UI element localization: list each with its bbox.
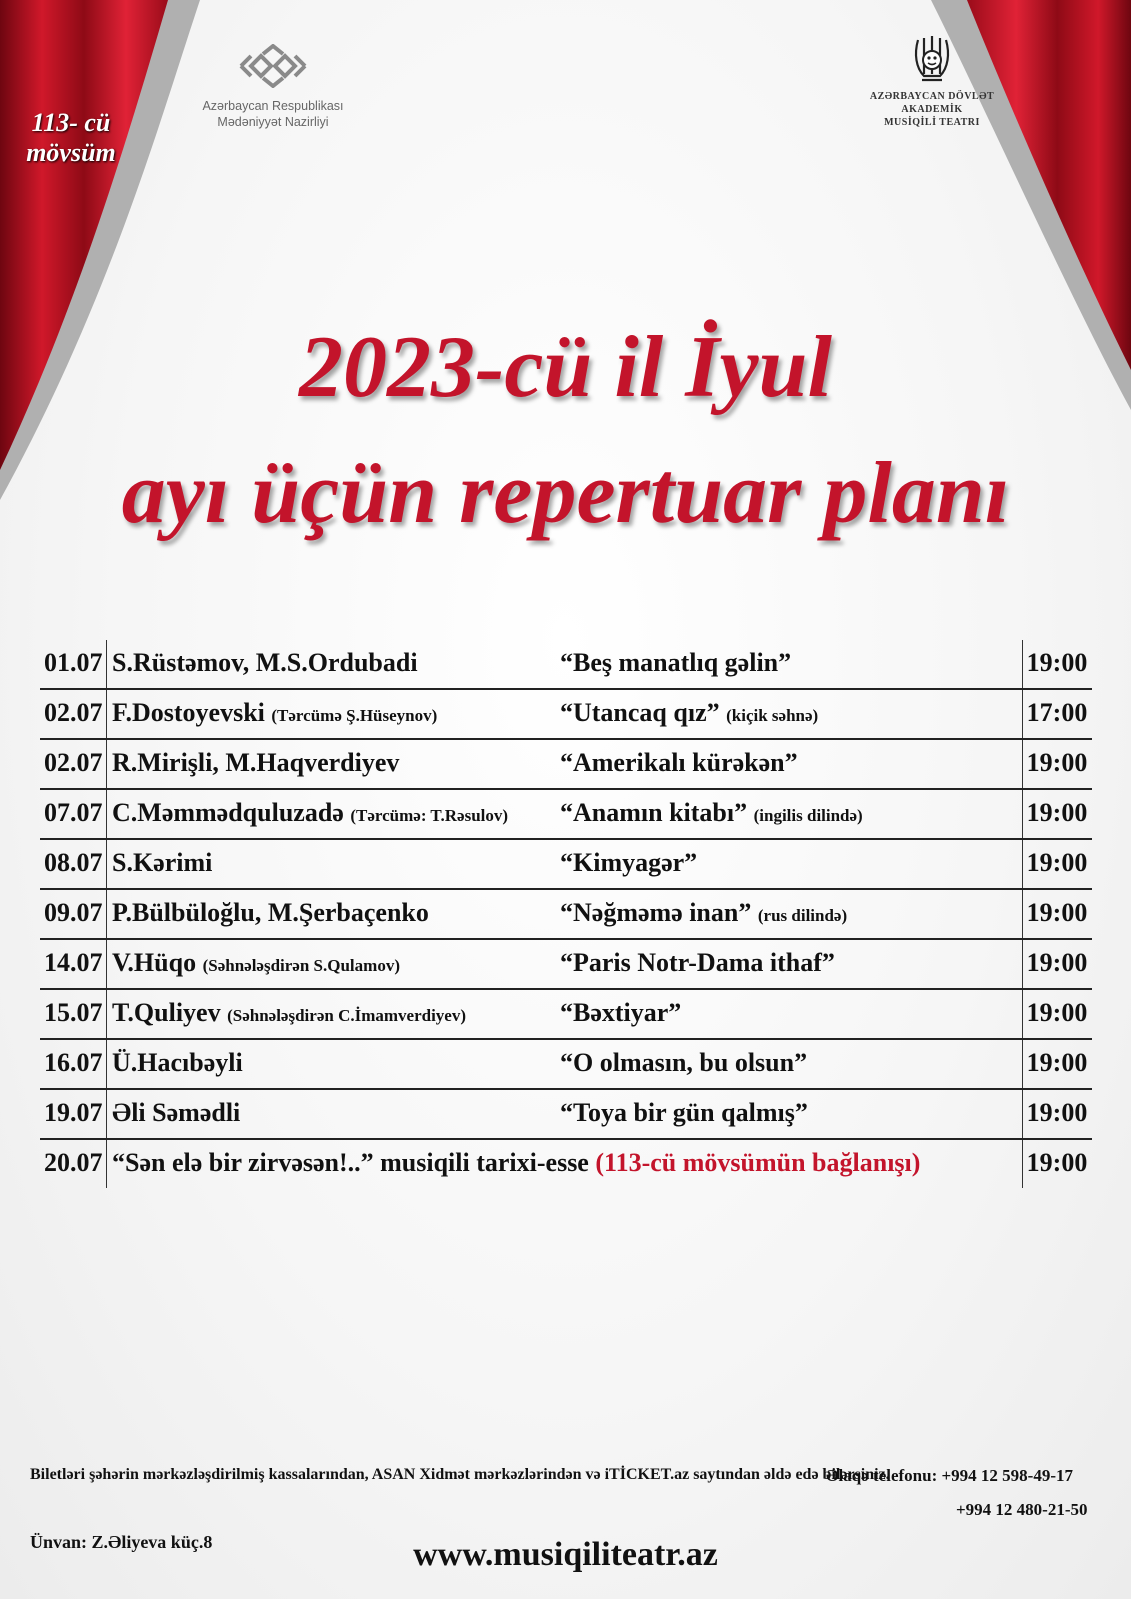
theatre-name-line3: MUSİQİLİ TEATRI [884, 117, 980, 128]
event-time: 19:00 [1026, 898, 1088, 927]
theatre-lyre-mask-icon [910, 34, 954, 86]
event-author: T.Quliyev (Səhnələşdirən C.İmamverdiyev) [112, 998, 467, 1027]
event-time: 19:00 [1026, 948, 1088, 977]
schedule-row [40, 640, 1092, 690]
event-time: 19:00 [1026, 798, 1088, 827]
event-author: S.Kərimi [112, 848, 213, 877]
contact-phone-2: +994 12 480-21-50 [956, 1500, 1088, 1519]
event-date: 02.07 [44, 748, 103, 777]
event-play: “Beş manatlıq gəlin” [560, 648, 792, 677]
event-time: 17:00 [1026, 698, 1088, 727]
repertoire-table [40, 640, 1092, 1188]
event-author: V.Hüqo (Səhnələşdirən S.Qulamov) [112, 948, 400, 977]
page-title-line1: 2023-cü il İyul [299, 319, 832, 416]
season-number: 113- cü [31, 108, 111, 137]
play-note: (kiçik səhnə) [726, 706, 819, 725]
event-author: Ü.Hacıbəyli [112, 1048, 243, 1077]
event-time: 19:00 [1026, 998, 1088, 1027]
event-time: 19:00 [1026, 648, 1088, 677]
event-time: 19:00 [1026, 848, 1088, 877]
event-date: 16.07 [44, 1048, 103, 1077]
event-date: 07.07 [44, 798, 103, 827]
event-play: “Bəxtiyar” [560, 998, 682, 1027]
schedule-row-final [40, 1140, 1092, 1188]
event-date: 14.07 [44, 948, 103, 977]
event-time: 19:00 [1026, 1048, 1088, 1077]
event-play: “Toya bir gün qalmış” [560, 1098, 808, 1127]
ministry-name-line2: Mədəniyyət Nazirliyi [217, 115, 329, 129]
event-play: “Amerikalı kürəkən” [560, 748, 798, 777]
event-play: “Anamın kitabı” (ingilis dilində) [560, 798, 863, 827]
author-note: (Səhnələşdirən C.İmamverdiyev) [227, 1006, 467, 1025]
ministry-logo-block [178, 44, 368, 130]
theatre-logo-block [862, 34, 1002, 129]
event-author: Əli Səmədli [112, 1098, 241, 1127]
event-play: “Paris Notr-Dama ithaf” [560, 948, 835, 977]
schedule-row [40, 740, 1092, 790]
author-note: (Tərcümə Ş.Hüseynov) [271, 706, 438, 725]
season-label [16, 108, 126, 168]
event-play: “Nəğməmə inan” (rus dilində) [560, 898, 848, 927]
theatre-name-line2: AKADEMİK [901, 104, 963, 115]
event-date: 08.07 [44, 848, 103, 877]
author-note: (Səhnələşdirən S.Qulamov) [202, 956, 400, 975]
website-link[interactable]: www.musiqiliteatr.az [413, 1536, 718, 1573]
event-play: “Utancaq qız” (kiçik səhnə) [560, 698, 819, 727]
season-closing-highlight: (113-cü mövsümün bağlanışı) [595, 1148, 921, 1177]
schedule-row [40, 690, 1092, 740]
schedule-row [40, 840, 1092, 890]
event-author: R.Mirişli, M.Haqverdiyev [112, 748, 400, 777]
left-curtain [0, 0, 200, 520]
ministry-name-line1: Azərbaycan Respublikası [202, 99, 344, 113]
event-author: F.Dostoyevski (Tərcümə Ş.Hüseynov) [112, 698, 438, 727]
play-note: (rus dilində) [757, 906, 848, 925]
author-note: (Tərcümə: T.Rəsulov) [350, 806, 509, 825]
tickets-info: Biletləri şəhərin mərkəzləşdirilmiş kassalarından, ASAN Xidmət mərkəzlərindən və iTİCKET.az saytından əldə edə bilərsiniz. [30, 1466, 890, 1483]
address: Ünvan: Z.Əliyeva küç.8 [30, 1532, 213, 1552]
schedule-row [40, 1040, 1092, 1090]
event-date: 20.07 [44, 1148, 103, 1177]
event-author: S.Rüstəmov, M.S.Ordubadi [112, 648, 418, 677]
ministry-knot-icon [237, 44, 309, 88]
contact-phone: Əlaqə telefonu: +994 12 598-49-17 [826, 1466, 1073, 1485]
event-author: C.Məmmədquluzadə (Tərcümə: T.Rəsulov) [112, 798, 509, 827]
final-event-text: “Sən elə bir zirvəsən!..” musiqili tarixi-esse (113-cü mövsümün bağlanışı) [112, 1148, 921, 1177]
schedule-row [40, 940, 1092, 990]
schedule-row [40, 1090, 1092, 1140]
event-time: 19:00 [1026, 1098, 1088, 1127]
event-time: 19:00 [1026, 1148, 1088, 1177]
event-date: 02.07 [44, 698, 103, 727]
event-play: “O olmasın, bu olsun” [560, 1048, 808, 1077]
event-date: 09.07 [44, 898, 103, 927]
schedule-row [40, 890, 1092, 940]
play-note: (ingilis dilində) [753, 806, 863, 825]
event-author: P.Bülbüloğlu, M.Şerbaçenko [112, 898, 429, 927]
event-play: “Kimyagər” [560, 848, 698, 877]
event-date: 19.07 [44, 1098, 103, 1127]
event-date: 01.07 [44, 648, 103, 677]
schedule-row [40, 790, 1092, 840]
season-word: mövsüm [26, 138, 116, 167]
theatre-name-line1: AZƏRBAYCAN DÖVLƏT [869, 91, 995, 102]
page-title-line2: ayı üçün repertuar planı [121, 445, 1010, 542]
event-time: 19:00 [1026, 748, 1088, 777]
event-date: 15.07 [44, 998, 103, 1027]
schedule-row [40, 990, 1092, 1040]
